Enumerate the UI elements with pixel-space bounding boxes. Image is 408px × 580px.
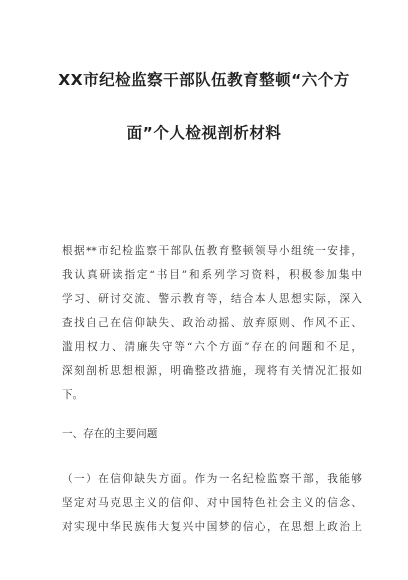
section-heading: 一、存在的主要问题 (62, 428, 158, 440)
body-line: 坚定对马克思主义的信仰、对中国特色社会主义的信念、 (62, 497, 362, 509)
intro-line: 深刻剖析思想根源，明确整改措施，现将有关情况汇报如 (62, 365, 362, 377)
intro-line: 滥用权力、清廉失守等“六个方面”存在的问题和不足， (62, 341, 362, 353)
intro-line: 根据**市纪检监察干部队伍教育整顿领导小组统一安排， (62, 245, 362, 257)
body-line: 对实现中华民族伟大复兴中国梦的信心，在思想上政治上 (62, 521, 362, 533)
intro-line: 学习、研讨交流、警示教育等，结合本人思想实际，深入 (62, 293, 362, 305)
document-title-line-1: XX市纪检监察干部队伍教育整顿“六个方 (58, 71, 350, 89)
intro-line: 查找自己在信仰缺失、政治动摇、放弃原则、作风不正、 (62, 317, 362, 329)
body-line: （一）在信仰缺失方面。作为一名纪检监察干部，我能够 (62, 473, 362, 485)
document-title-line-2: 面”个人检视剖析材料 (126, 124, 282, 142)
intro-line: 我认真研读指定“书目”和系列学习资料，积极参加集中 (62, 269, 362, 281)
intro-line: 下。 (62, 389, 84, 401)
